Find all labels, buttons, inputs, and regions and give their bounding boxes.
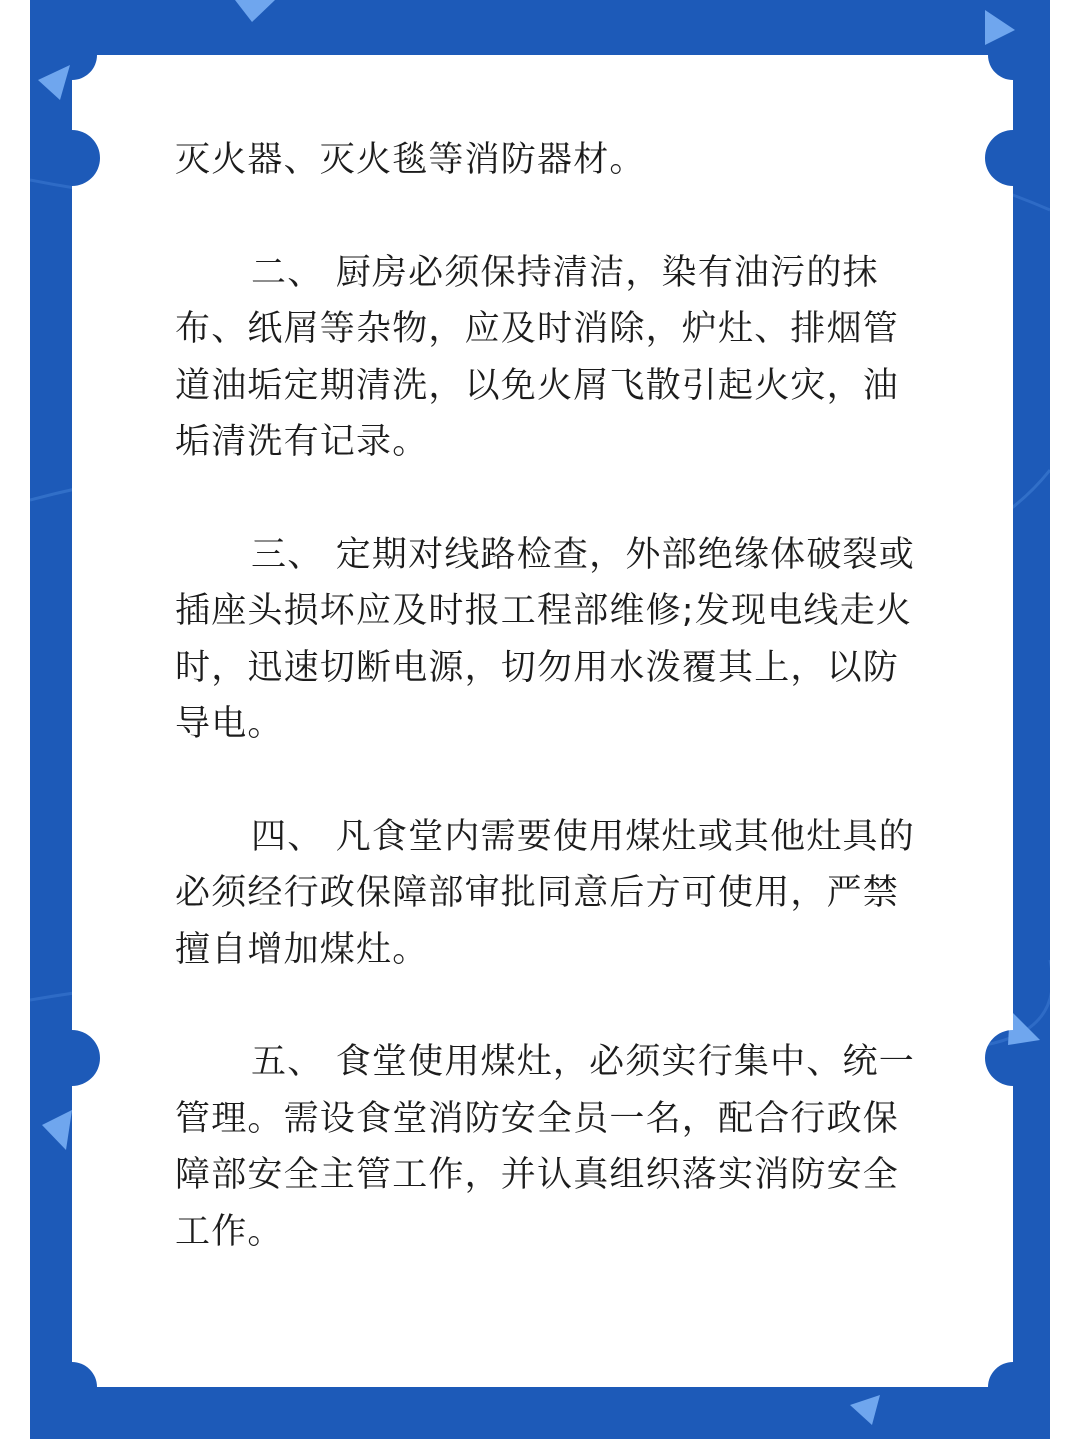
paragraph-1: 灭火器、灭火毯等消防器材。	[175, 140, 646, 180]
paragraph-3: 三、 定期对线路检查，外部绝缘体破裂或插座头损坏应及时报工程部维修;发现电线走火时，迅速切断电源，切勿用水泼覆其上，以防导电。	[175, 534, 915, 744]
paragraph-2: 二、 厨房必须保持清洁，染有油污的抹布、纸屑等杂物，应及时消除，炉灶、排烟管道油垢定期清洗，以免火屑飞散引起火灾，油垢清洗有记录。	[175, 252, 900, 462]
document-body	[175, 132, 935, 1316]
paragraph-5: 五、 食堂使用煤灶，必须实行集中、统一管理。需设食堂消防安全员一名，配合行政保障部安全主管工作，并认真组织落实消防安全工作。	[175, 1042, 915, 1252]
paragraph-4: 四、 凡食堂内需要使用煤灶或其他灶具的必须经行政保障部审批同意后方可使用，严禁擅自增加煤灶。	[175, 816, 915, 970]
